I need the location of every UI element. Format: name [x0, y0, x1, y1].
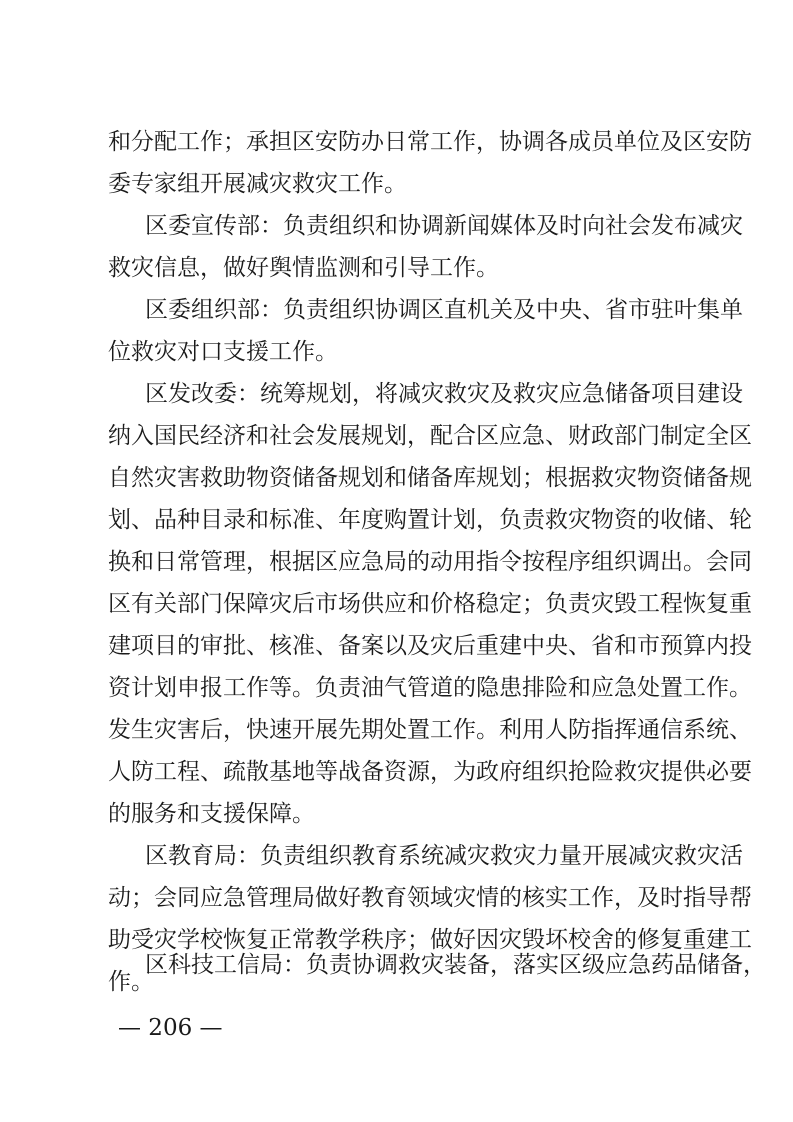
paragraph-development-line-6: 区有关部门保障灾后市场供应和价格稳定；负责灾毁工程恢复重 — [108, 591, 752, 617]
paragraph-organization-line-1: 区委组织部：负责组织协调区直机关及中央、省市驻叶集单 — [145, 297, 743, 323]
paragraph-development-line-9: 发生灾害后，快速开展先期处置工作。利用人防指挥通信系统、 — [108, 717, 752, 743]
paragraph-education-line-1: 区教育局：负责组织教育系统减灾救灾力量开展减灾救灾活 — [145, 843, 743, 869]
paragraph-development-line-2: 纳入国民经济和社会发展规划，配合区应急、财政部门制定全区 — [108, 423, 752, 449]
paragraph-organization-line-2: 位救灾对口支援工作。 — [108, 339, 338, 365]
paragraph-development-line-4: 划、品种目录和标准、年度购置计划，负责救灾物资的收储、轮 — [108, 507, 752, 533]
paragraph-development-line-3: 自然灾害救助物资储备规划和储备库规划；根据救灾物资储备规 — [108, 465, 752, 491]
paragraph-propaganda-line-1: 区委宣传部：负责组织和协调新闻媒体及时向社会发布减灾 — [145, 213, 743, 239]
page-number: — 206 — — [118, 1015, 223, 1041]
paragraph-propaganda-line-2: 救灾信息，做好舆情监测和引导工作。 — [108, 255, 499, 281]
paragraph-development-line-10: 人防工程、疏散基地等战备资源，为政府组织抢险救灾提供必要 — [108, 759, 752, 785]
paragraph-development-line-7: 建项目的审批、核准、备案以及灾后重建中央、省和市预算内投 — [108, 633, 752, 659]
paragraph-development-line-1: 区发改委：统筹规划，将减灾救灾及救灾应急储备项目建设 — [145, 381, 743, 407]
paragraph-education-line-2: 动；会同应急管理局做好教育领域灾情的核实工作，及时指导帮 — [108, 885, 752, 911]
text-line-2: 委专家组开展减灾救灾工作。 — [108, 171, 407, 197]
text-line-1: 和分配工作；承担区安防办日常工作，协调各成员单位及区安防 — [108, 129, 752, 155]
paragraph-development-line-11: 的服务和支援保障。 — [108, 801, 315, 827]
paragraph-education-line-3: 助受灾学校恢复正常教学秩序；做好因灾毁坏校舍的修复重建工 — [108, 927, 752, 953]
paragraph-education-line-4: 作。 — [108, 969, 154, 995]
paragraph-development-line-5: 换和日常管理，根据区应急局的动用指令按程序组织调出。会同 — [108, 549, 752, 575]
paragraph-development-line-8: 资计划申报工作等。负责油气管道的隐患排险和应急处置工作。 — [108, 675, 752, 701]
paragraph-technology-line-1: 区科技工信局：负责协调救灾装备，落实区级应急药品储备， — [145, 952, 766, 978]
